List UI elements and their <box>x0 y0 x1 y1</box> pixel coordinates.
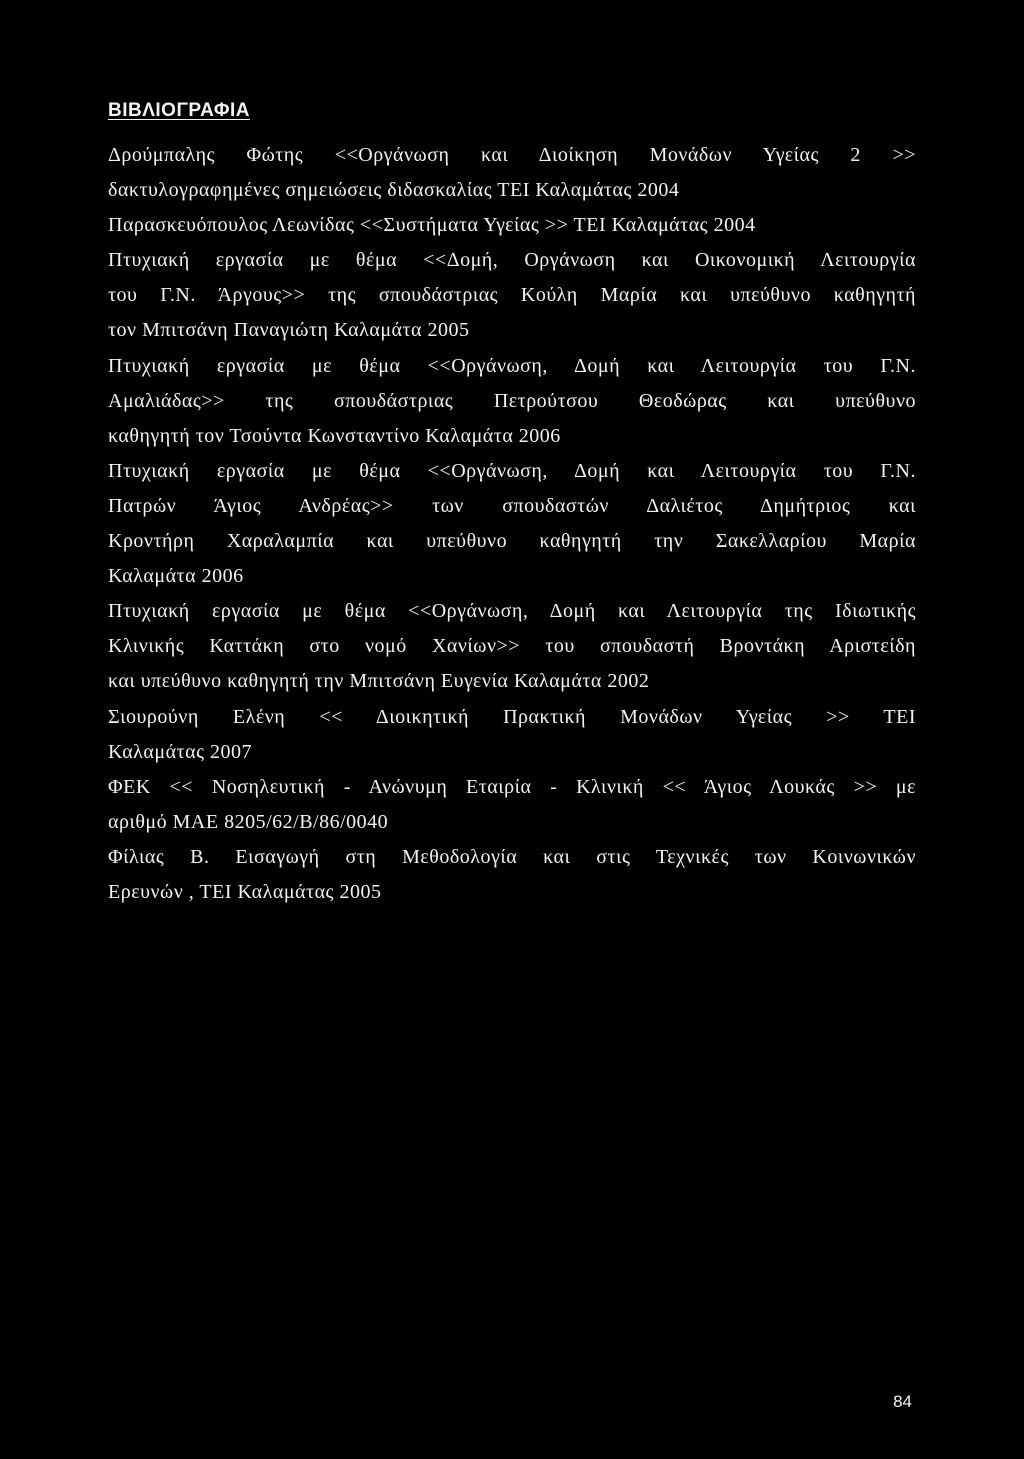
reference-item <box>108 349 916 454</box>
reference-item <box>108 594 916 699</box>
reference-line: Κροντήρη Χαραλαμπία και υπεύθυνο καθηγητή την Σακελλαρίου Μαρία <box>108 530 916 553</box>
reference-line: Κλινικής Καττάκη στο νομό Χανίων>> του σπουδαστή Βροντάκη Αριστείδη <box>108 635 916 658</box>
reference-line: δακτυλογραφημένες σημειώσεις διδασκαλίας ΤΕΙ Καλαμάτας 2004 <box>108 179 680 202</box>
reference-line: Πατρών Άγιος Ανδρέας>> των σπουδαστών Δαλιέτος Δημήτριος και <box>108 494 916 517</box>
reference-line: Δρούμπαλης Φώτης <<Οργάνωση και Διοίκηση Μονάδων Υγείας 2 >> <box>108 144 916 166</box>
reference-line: Πτυχιακή εργασία με θέμα <<Οργάνωση, Δομή και Λειτουργία της Ιδιωτικής <box>108 600 916 623</box>
reference-line: Αμαλιάδας>> της σπουδάστριας Πετρούτσου Θεοδώρας και υπεύθυνο <box>108 389 916 412</box>
reference-line: Πτυχιακή εργασία με θέμα <<Οργάνωση, Δομή και Λειτουργία του Γ.Ν. <box>108 354 916 377</box>
page-number: 84 <box>893 1392 912 1411</box>
reference-item <box>108 243 916 348</box>
reference-line: Ερευνών , ΤΕΙ Καλαμάτας 2005 <box>108 880 382 903</box>
reference-item <box>108 454 916 594</box>
reference-item <box>108 700 916 770</box>
reference-item <box>108 138 916 208</box>
reference-line: Πτυχιακή εργασία με θέμα <<Οργάνωση, Δομή και Λειτουργία του Γ.Ν. <box>108 459 916 482</box>
reference-line: τον Μπιτσάνη Παναγιώτη Καλαμάτα 2005 <box>108 319 470 342</box>
reference-line: αριθμό ΜΑΕ 8205/62/Β/86/0040 <box>108 810 389 833</box>
reference-line: Σιουρούνη Ελένη << Διοικητική Πρακτική Μονάδων Υγείας >> ΤΕΙ <box>108 705 916 728</box>
reference-line: Παρασκευόπουλος Λεωνίδας <<Συστήματα Υγείας >> ΤΕΙ Καλαμάτας 2004 <box>108 214 756 237</box>
reference-line: Πτυχιακή εργασία με θέμα <<Δομή, Οργάνωση και Οικονομική Λειτουργία <box>108 249 916 272</box>
reference-line: Φίλιας Β. Εισαγωγή στη Μεθοδολογία και στις Τεχνικές των Κοινωνικών <box>108 845 916 868</box>
reference-item <box>108 770 916 840</box>
bibliography-heading: ΒΙΒΛΙΟΓΡΑΦΙΑ <box>108 100 250 121</box>
reference-item <box>108 840 916 910</box>
reference-line: Καλαμάτας 2007 <box>108 740 252 763</box>
reference-line: καθηγητή τον Τσούντα Κωνσταντίνο Καλαμάτα 2006 <box>108 424 561 447</box>
reference-line: ΦΕΚ << Νοσηλευτική - Ανώνυμη Εταιρία - Κλινική << Άγιος Λουκάς >> με <box>108 775 916 798</box>
reference-line: του Γ.Ν. Άργους>> της σπουδάστριας Κούλη Μαρία και υπεύθυνο καθηγητή <box>108 284 916 307</box>
reference-line: Καλαμάτα 2006 <box>108 565 244 588</box>
reference-item <box>108 208 916 243</box>
reference-list <box>108 138 916 910</box>
reference-line: και υπεύθυνο καθηγητή την Μπιτσάνη Ευγενία Καλαμάτα 2002 <box>108 670 650 693</box>
